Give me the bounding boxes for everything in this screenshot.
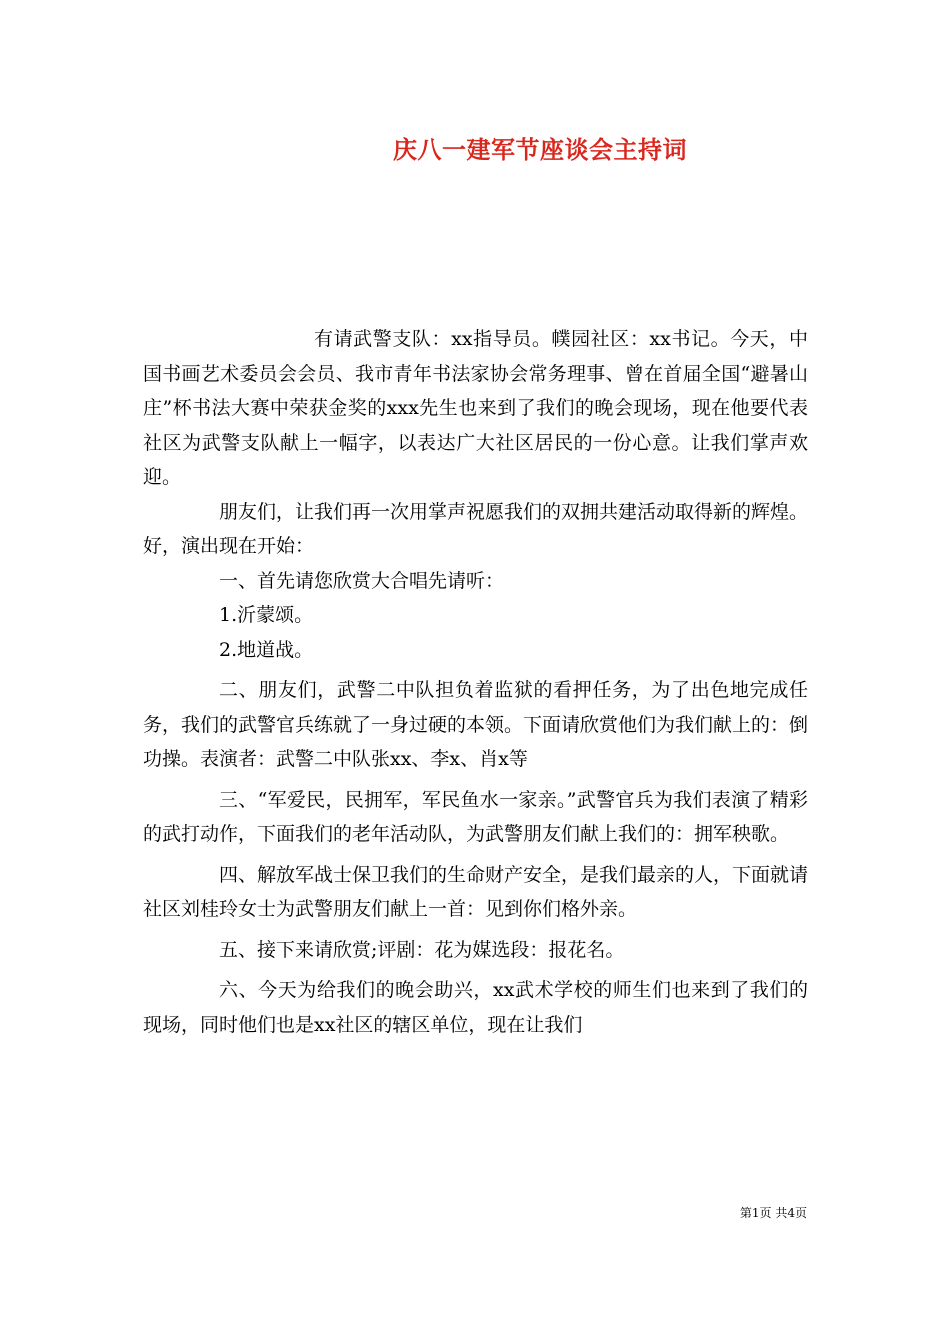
paragraph-program-1: 一、首先请您欣赏大合唱先请听： bbox=[219, 569, 505, 592]
paragraph-program-4: 四、解放军战士保卫我们的生命财产安全，是我们最亲的人，下面就请社区刘桂玲女士为武警朋友们献上一首：见到你们格外亲。 bbox=[143, 863, 809, 920]
paragraph-song-2: 2.地道战。 bbox=[219, 638, 314, 661]
paragraph-song-1: 1.沂蒙颂。 bbox=[219, 604, 314, 626]
paragraph-program-3: 三、“军爱民，民拥军，军民鱼水一家亲。”武警官兵为我们表演了精彩的武打动作，下面我们的老年活动队，为武警朋友们献上我们的：拥军秧歌。 bbox=[143, 788, 808, 845]
paragraph-program-2: 二、朋友们，武警二中队担负着监狱的看押任务，为了出色地完成任务，我们的武警官兵练就了一身过硬的本领。下面请欣赏他们为我们献上的：倒功操。表演者：武警二中队张xx、李x、肖x等 bbox=[143, 679, 809, 770]
paragraph-guest-intro: 有请武警支队：xx指导员。幞园社区：xx书记。今天，中国书画艺术委员会会员、我市青年书法家协会常务理事、曾在首届全国“避暑山庄”杯书法大赛中荣获金奖的xxx先生也来到了我们的晚会现场，现在他要代表社区为武警支队献上一幅字，以表达广大社区居民的一份心意。让我们掌声欢迎。 bbox=[143, 328, 808, 488]
paragraph-opening: 朋友们，让我们再一次用掌声祝愿我们的双拥共建活动取得新的辉煌。好，演出现在开始： bbox=[143, 500, 809, 557]
page-number-footer: 第1页 共4页 bbox=[739, 1206, 807, 1220]
paragraph-program-6: 六、今天为给我们的晚会助兴，xx武术学校的师生们也来到了我们的现场，同时他们也是xx社区的辖区单位，现在让我们 bbox=[143, 979, 808, 1036]
paragraph-program-5: 五、接下来请欣赏;评剧：花为媒选段：报花名。 bbox=[219, 938, 625, 961]
document-body bbox=[143, 322, 808, 1042]
document-title: 庆八一建军节座谈会主持词 bbox=[393, 135, 687, 164]
